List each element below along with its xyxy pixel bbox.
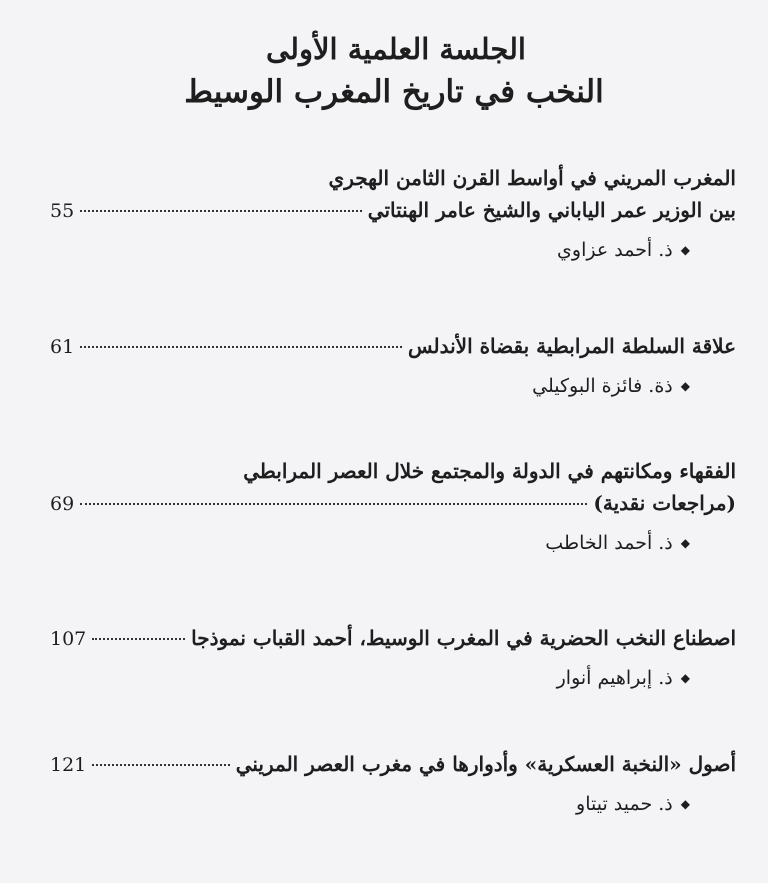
entry-title-line [50, 162, 736, 194]
toc-entry[interactable] [50, 622, 736, 693]
session-title: الجلسة العلمية الأولى [266, 32, 526, 66]
entry-title: (مراجعات نقدية) [593, 491, 736, 515]
page-number: 121 [50, 754, 87, 776]
session-header [0, 28, 768, 114]
diamond-bullet-icon: ◆ [680, 797, 690, 811]
diamond-bullet-icon: ◆ [680, 379, 690, 393]
diamond-bullet-icon: ◆ [680, 536, 690, 550]
page-number: 61 [50, 336, 75, 358]
dot-leader [80, 503, 587, 505]
entry-title-line [50, 487, 736, 520]
author-name: ذ. أحمد الخاطب [545, 532, 673, 554]
entry-title-line [50, 194, 736, 227]
toc-entry[interactable] [50, 162, 736, 265]
session-subtitle: النخب في تاريخ المغرب الوسيط [184, 74, 604, 110]
entry-author [50, 371, 736, 401]
entry-title: علاقة السلطة المرابطية بقضاة الأندلس [408, 334, 736, 358]
entry-title: المغرب المريني في أواسط القرن الثامن الهجري [328, 166, 736, 190]
toc-entry[interactable] [50, 455, 736, 558]
entry-author [50, 528, 736, 558]
dot-leader [80, 346, 402, 348]
entry-title: أصول «النخبة العسكرية» وأدوارها في مغرب العصر المريني [235, 752, 736, 776]
page-number: 69 [50, 493, 75, 515]
diamond-bullet-icon: ◆ [680, 671, 690, 685]
page-number: 107 [50, 628, 87, 650]
page-number: 55 [50, 200, 75, 222]
entry-author [50, 663, 736, 693]
author-name: ذ. حميد تيتاو [576, 793, 673, 815]
entry-title: بين الوزير عمر الياباني والشيخ عامر الهنتاتي [367, 198, 736, 222]
dot-leader [92, 638, 185, 640]
entry-author [50, 235, 736, 265]
diamond-bullet-icon: ◆ [680, 243, 690, 257]
dot-leader [92, 764, 229, 766]
toc-entry[interactable] [50, 748, 736, 819]
dot-leader [80, 210, 362, 212]
author-name: ذ. أحمد عزاوي [557, 239, 673, 261]
author-name: ذة. فائزة البوكيلي [532, 375, 673, 397]
entry-title-line [50, 622, 736, 655]
toc-entry[interactable] [50, 330, 736, 401]
entry-author [50, 789, 736, 819]
entry-title: اصطناع النخب الحضرية في المغرب الوسيط، أحمد القباب نموذجا [191, 626, 736, 650]
entry-title-line [50, 455, 736, 487]
entry-title-line [50, 330, 736, 363]
entry-title-line [50, 748, 736, 781]
entry-title: الفقهاء ومكانتهم في الدولة والمجتمع خلال العصر المرابطي [243, 459, 736, 483]
author-name: ذ. إبراهيم أنوار [556, 667, 673, 689]
